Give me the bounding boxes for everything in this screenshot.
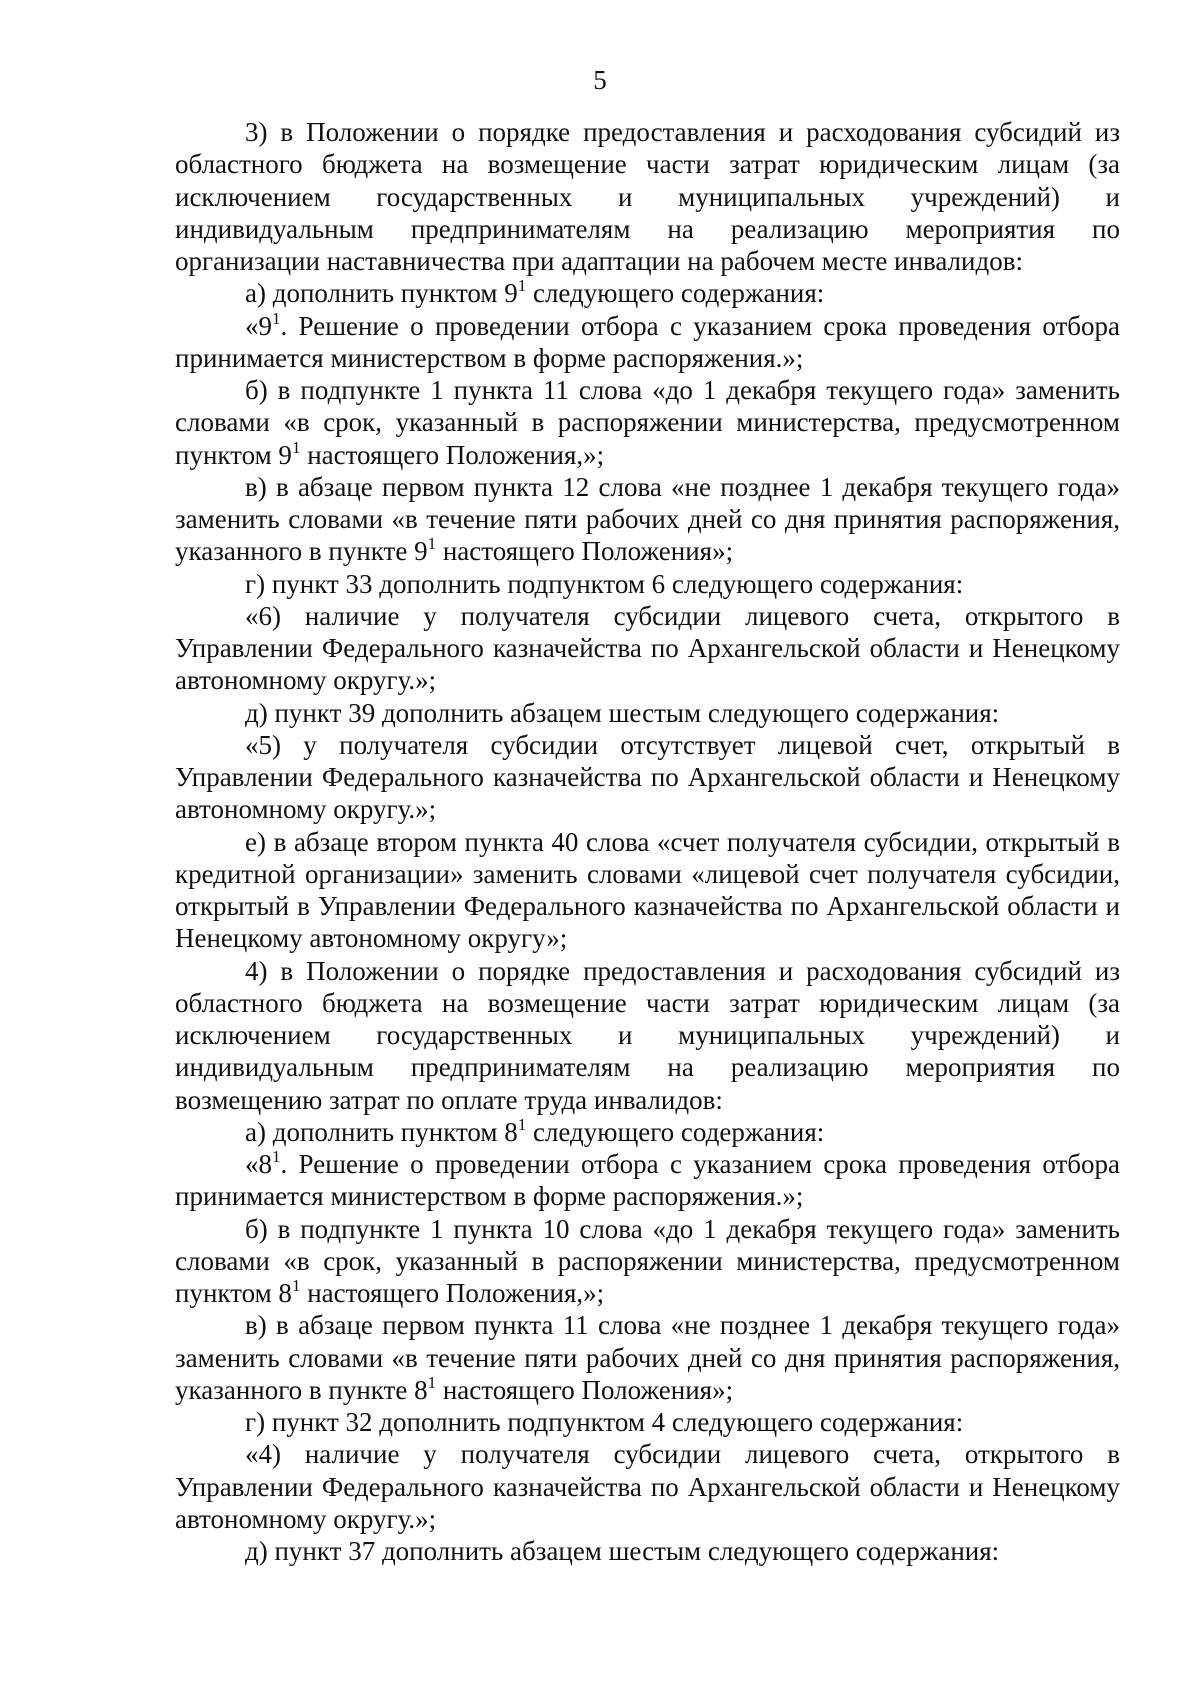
- superscript: 1: [517, 276, 527, 296]
- paragraph-quote-4: «4) наличие у получателя субсидии лицевого счета, открытого в Управлении Федерального казначейства по Архангельской области и Ненецкому автономному округу.»;: [175, 1439, 1120, 1534]
- superscript: 1: [291, 437, 301, 457]
- paragraph-quote-6: «6) наличие у получателя субсидии лицевого счета, открытого в Управлении Федерального казначейства по Архангельской области и Ненецкому автономному округу.»;: [175, 600, 1120, 696]
- paragraph-subitem-a-2: а) дополнить пунктом $8^1$ следующего содержания:: [245, 1114, 825, 1147]
- paragraph-item-3: 3) в Положении о порядке предоставления и расходования субсидий из областного бюджета на возмещение части затрат юридическим лицам (за исключением государственных и муниципальных учреждений) и индивидуальным предпринимателям на реализацию мероприятия по организации наставничества при адаптации на рабочем месте инвалидов:: [175, 117, 1120, 276]
- paragraph-subitem-v: в) в абзаце первом пункта 12 слова «не позднее 1 декабря текущего года» заменить словами «в течение пяти рабочих дней со дня принятия распоряжения, указанного в пункте $9^1$ настоящего Положения»;: [175, 471, 1120, 567]
- paragraph-subitem-d: д) пункт 39 дополнить абзацем шестым следующего содержания:: [245, 697, 1000, 728]
- paragraph-subitem-a: а) дополнить пунктом $9^1$ следующего содержания:: [245, 276, 825, 309]
- paragraph-quote-9-1: «$9^1$. Решение о проведении отбора с указанием срока проведения отбора принимается министерством в форме распоряжения.»;: [175, 308, 1120, 373]
- paragraph-subitem-b: б) в подпункте 1 пункта 11 слова «до 1 декабря текущего года» заменить словами «в срок, указанный в распоряжении министерства, предусмотренном пунктом $9^1$ настоящего Положения,»;: [175, 375, 1120, 470]
- superscript: 1: [517, 1114, 527, 1134]
- paragraph-subitem-d-2: д) пункт 37 дополнить абзацем шестым следующего содержания:: [245, 1536, 1000, 1566]
- superscript: 1: [272, 308, 281, 328]
- paragraph-subitem-e: е) в абзаце втором пункта 40 слова «счет получателя субсидии, открытый в кредитной организации» заменить словами «лицевой счет получателя субсидии, открытый в Управлении Федерального казначейства по Архангельской области и Ненецкому автономному округу»;: [175, 826, 1120, 954]
- paragraph-subitem-g: г) пункт 33 дополнить подпунктом 6 следующего содержания:: [245, 568, 964, 599]
- superscript: 1: [427, 1372, 437, 1392]
- superscript: 1: [272, 1147, 281, 1166]
- document-body: [175, 116, 1120, 1567]
- paragraph-subitem-g-2: г) пункт 32 дополнить подпунктом 4 следующего содержания:: [245, 1407, 964, 1437]
- paragraph-quote-5: «5) у получателя субсидии отсутствует лицевой счет, открытый в Управлении Федерального казначейства по Архангельской области и Ненецкому автономному округу.»;: [175, 729, 1120, 825]
- superscript: 1: [291, 1276, 301, 1295]
- page-number: 5: [593, 65, 607, 95]
- paragraph-item-4: 4) в Положении о порядке предоставления и расходования субсидий из областного бюджета на возмещение части затрат юридическим лицам (за исключением государственных и муниципальных учреждений) и индивидуальным предпринимателям на реализацию мероприятия по возмещению затрат по оплате труда инвалидов:: [175, 955, 1120, 1115]
- paragraph-subitem-v-2: в) в абзаце первом пункта 11 слова «не позднее 1 декабря текущего года» заменить словами «в течение пяти рабочих дней со дня принятия распоряжения, указанного в пункте $8^1$ настоящего Положения»;: [175, 1310, 1120, 1405]
- paragraph-quote-8-1: «$8^1$. Решение о проведении отбора с указанием срока проведения отбора принимается министерством в форме распоряжения.»;: [175, 1147, 1120, 1212]
- paragraph-subitem-b-2: б) в подпункте 1 пункта 10 слова «до 1 декабря текущего года» заменить словами «в срок, указанный в распоряжении министерства, предусмотренном пунктом $8^1$ настоящего Положения,»;: [175, 1213, 1120, 1308]
- superscript: 1: [427, 534, 437, 554]
